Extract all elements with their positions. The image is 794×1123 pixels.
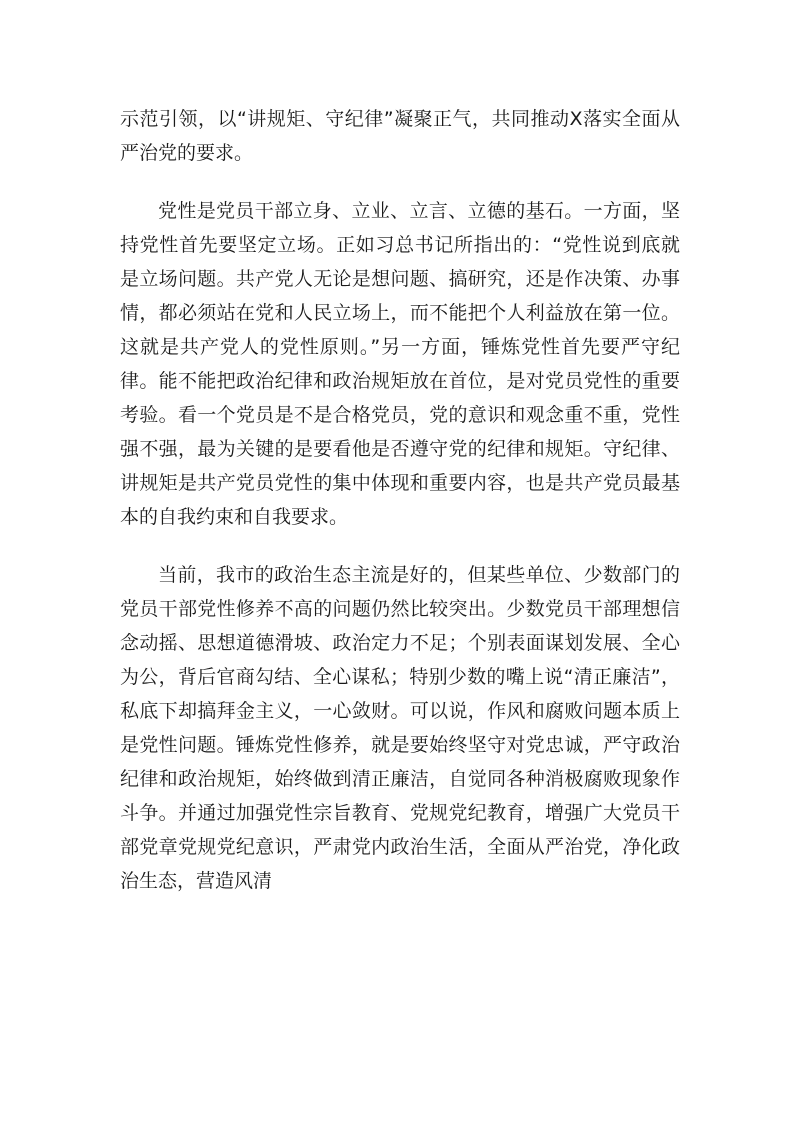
document-body: [120, 102, 680, 922]
paragraph-2: 党性是党员干部立身、立业、立言、立德的基石。一方面，坚持党性首先要坚定立场。正如习总书记所指出的：“党性说到底就是立场问题。共产党人无论是想问题、搞研究，还是作决策、办事情，都必须站在党和人民立场上，而不能把个人利益放在第一位。这就是共产党人的党性原则。”另一方面，锤炼党性首先要严守纪律。能不能把政治纪律和政治规矩放在首位，是对党员党性的重要考验。看一个党员是不是合格党员，党的意识和观念重不重，党性强不强，最为关键的是要看他是否遵守党的纪律和规矩。守纪律、讲规矩是共产党员党性的集中体现和重要内容，也是共产党员最基本的自我约束和自我要求。: [120, 200, 680, 528]
paragraph-3: 当前，我市的政治生态主流是好的，但某些单位、少数部门的党员干部党性修养不高的问题仍然比较突出。少数党员干部理想信念动摇、思想道德滑坡、政治定力不足；个别表面谋划发展、全心为公，背后官商勾结、全心谋私；特别少数的嘴上说“清正廉洁”，私底下却搞拜金主义，一心敛财。可以说，作风和腐败问题本质上是党性问题。锤炼党性修养，就是要始终坚守对党忠诚，严守政治纪律和政治规矩，始终做到清正廉洁，自觉同各种消极腐败现象作斗争。并通过加强党性宗旨教育、党规党纪教育，增强广大党员干部党章党规党纪意识，严肃党内政治生活，全面从严治党，净化政治生态，营造风清: [120, 564, 680, 892]
paragraph-1: 示范引领，以“讲规矩、守纪律”凝聚正气，共同推动X落实全面从严治党的要求。: [120, 108, 680, 164]
